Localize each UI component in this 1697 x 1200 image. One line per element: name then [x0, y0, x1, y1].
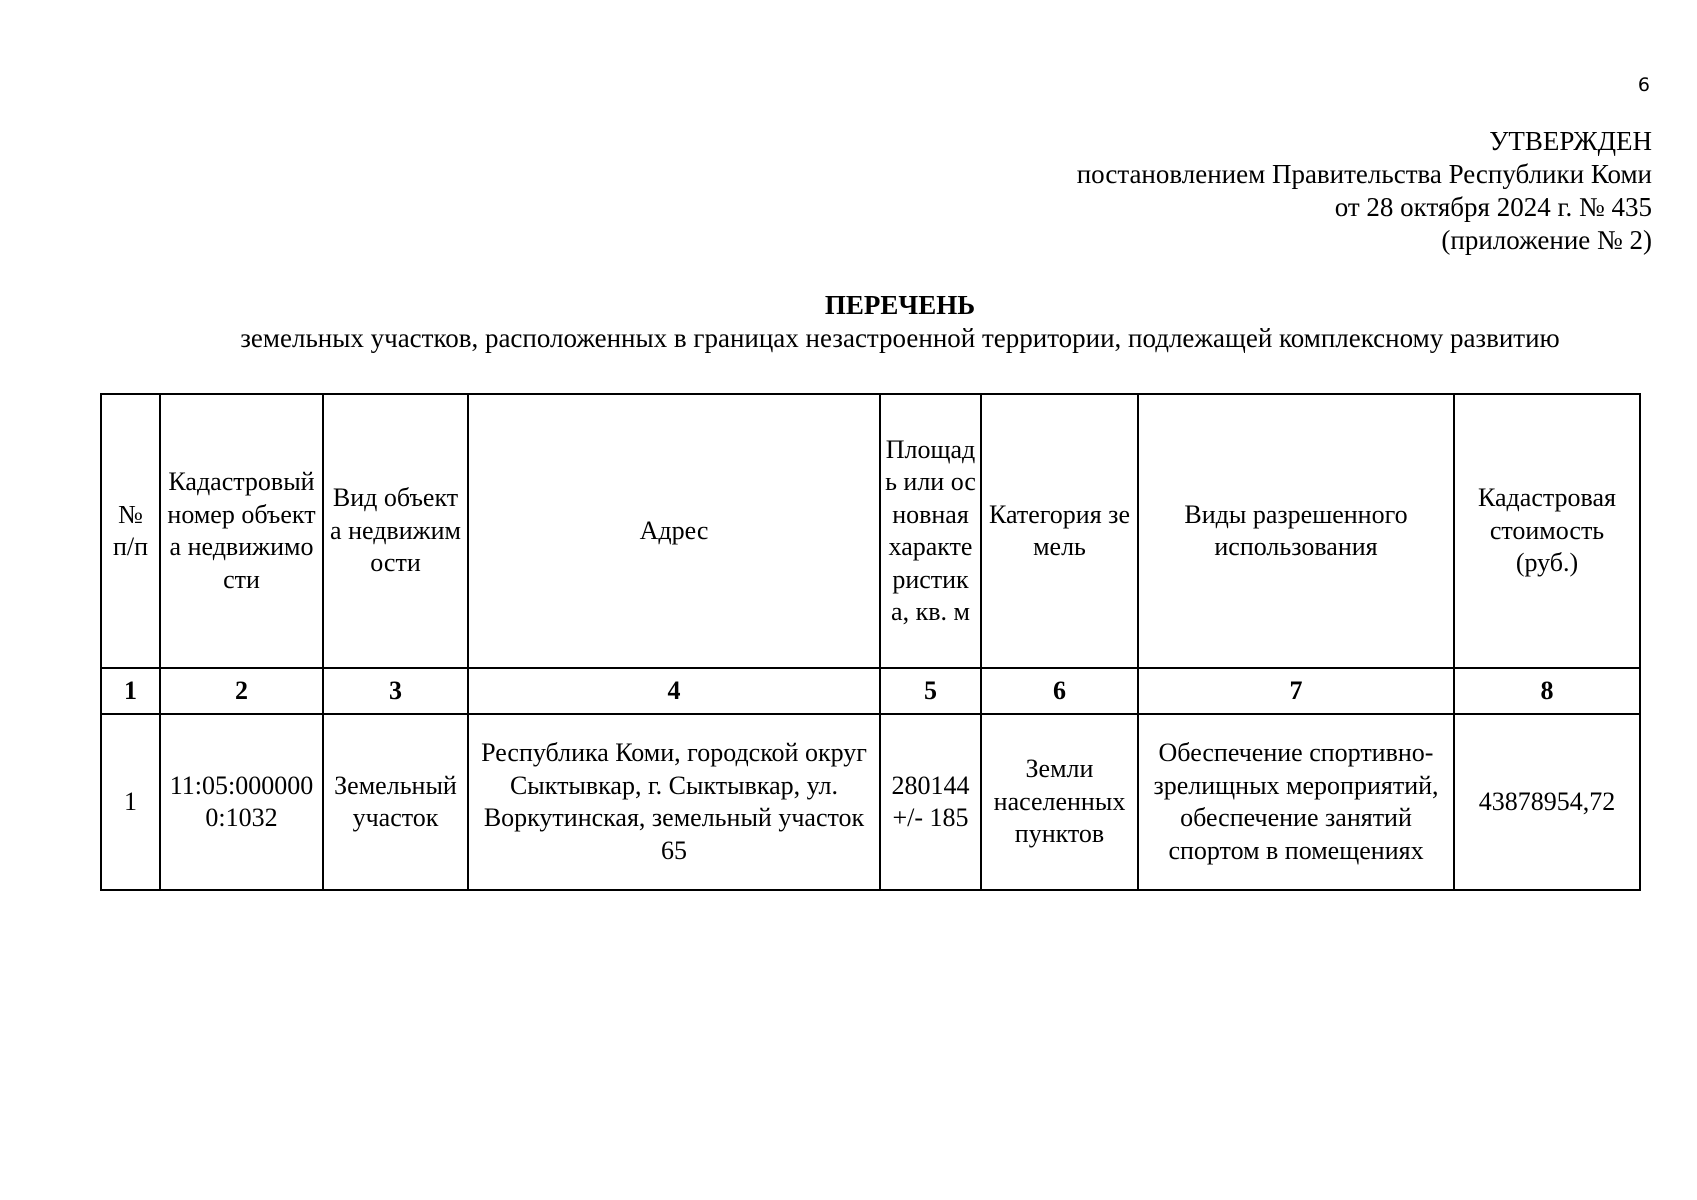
document-heading: [100, 289, 1697, 355]
document-title: ПЕРЕЧЕНЬ: [824, 290, 976, 320]
page-number: 6: [1637, 74, 1650, 96]
cell-area: 280144 +/- 185: [880, 714, 981, 890]
header-cell-permitted-use: Виды разрешенного использования: [1138, 394, 1454, 668]
header-cell-cadastral-number: Кадастровый номер объекта недвижимости: [160, 394, 323, 668]
header-cell-cadastral-value: Кадастровая стоимость (руб.): [1454, 394, 1640, 668]
approval-date: от 28 октября 2024 г. № 435: [1334, 192, 1652, 222]
cell-land-category: Земли населенных пунктов: [981, 714, 1138, 890]
cell-object-type: Земельный участок: [323, 714, 468, 890]
column-number: 2: [160, 668, 323, 714]
cell-address: Республика Коми, городской округ Сыктывкар, г. Сыктывкар, ул. Воркутинская, земельный участок 65: [468, 714, 880, 890]
land-plots-table: [100, 393, 1641, 891]
cell-permitted-use: Обеспечение спортивно-зрелищных мероприятий, обеспечение занятий спортом в помещениях: [1138, 714, 1454, 890]
approval-block: [900, 125, 1652, 257]
document-subtitle: земельных участков, расположенных в границах незастроенной территории, подлежащей комплексному развитию: [240, 323, 1560, 353]
table-column-numbers-row: [101, 668, 1640, 714]
column-number: 3: [323, 668, 468, 714]
table-row: [101, 714, 1640, 890]
header-cell-land-category: Категория земель: [981, 394, 1138, 668]
cell-num: 1: [101, 714, 160, 890]
approval-decree: постановлением Правительства Республики Коми: [1076, 159, 1652, 189]
approval-heading: УТВЕРЖДЕН: [1489, 126, 1652, 156]
cell-cadastral-number: 11:05:0000000:1032: [160, 714, 323, 890]
column-number: 4: [468, 668, 880, 714]
column-number: 7: [1138, 668, 1454, 714]
column-number: 6: [981, 668, 1138, 714]
column-number: 1: [101, 668, 160, 714]
header-cell-num: № п/п: [101, 394, 160, 668]
header-cell-object-type: Вид объекта недвижимости: [323, 394, 468, 668]
header-cell-area: Площадь или основная характеристика, кв. м: [880, 394, 981, 668]
approval-appendix: (приложение № 2): [1441, 225, 1652, 255]
header-cell-address: Адрес: [468, 394, 880, 668]
column-number: 8: [1454, 668, 1640, 714]
cell-cadastral-value: 43878954,72: [1454, 714, 1640, 890]
table-header-row: [101, 394, 1640, 668]
column-number: 5: [880, 668, 981, 714]
